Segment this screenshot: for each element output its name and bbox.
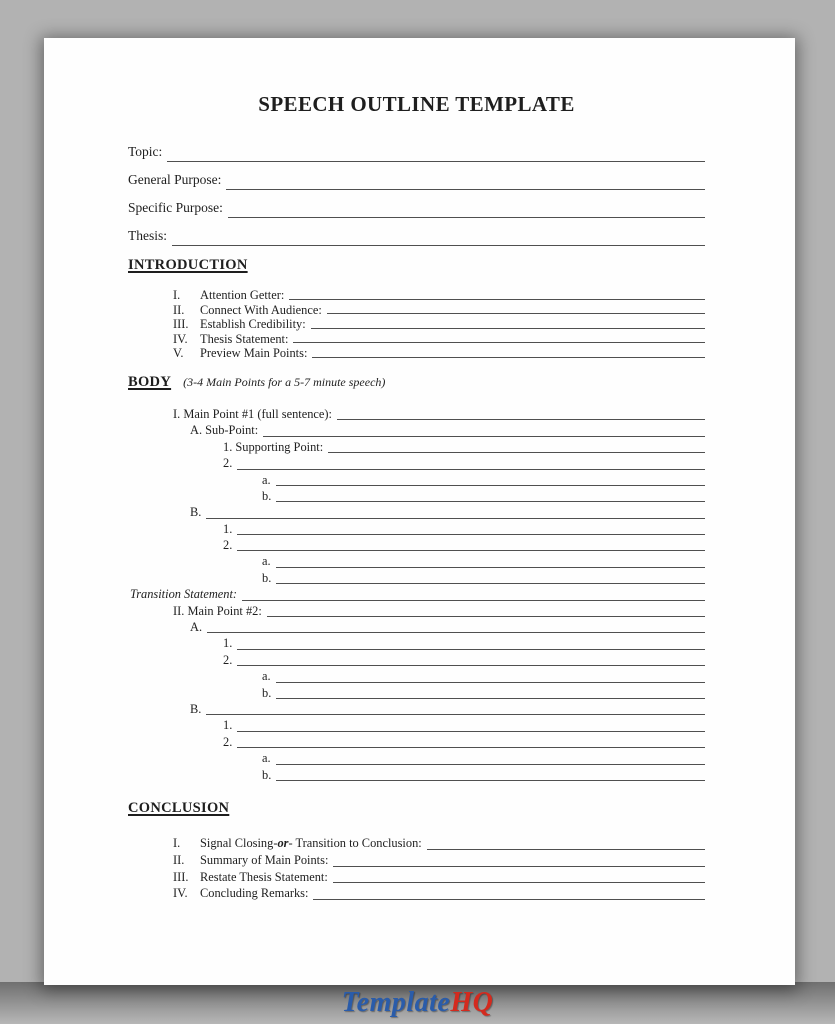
outline-row: [128, 751, 705, 767]
field-label: Thesis:: [128, 228, 167, 243]
outline-label: A.: [190, 620, 203, 635]
outline-label: 2.: [223, 652, 233, 667]
outline-label: b.: [262, 488, 272, 503]
fill-in-line: [337, 407, 705, 420]
fill-in-line: [333, 870, 705, 884]
list-item: [173, 332, 705, 347]
outline-row: [128, 636, 705, 652]
list-item: [173, 317, 705, 332]
list-marker: III.: [173, 317, 189, 332]
outline-label: b.: [262, 685, 272, 700]
outline-row: [128, 604, 705, 620]
list-item-label: Summary of Main Points:: [200, 852, 329, 867]
outline-label: a.: [262, 554, 271, 569]
list-marker: II.: [173, 852, 185, 867]
outline-label: I. Main Point #1 (full sentence):: [173, 406, 332, 421]
outline-row: [128, 407, 705, 423]
fill-in-line: [312, 346, 705, 358]
outline-row: [128, 686, 705, 702]
fill-in-line: [276, 489, 705, 502]
outline-label: 2.: [223, 538, 233, 553]
list-marker: I.: [173, 835, 181, 850]
fill-in-line: [237, 456, 705, 469]
outline-row-transition: [128, 587, 705, 603]
fill-in-line: [327, 303, 705, 315]
outline-label: a.: [262, 472, 271, 487]
outline-row: [128, 768, 705, 784]
outline-row: [128, 571, 705, 587]
outline-row: [128, 505, 705, 521]
fill-in-line: [206, 505, 705, 518]
list-marker: V.: [173, 346, 184, 361]
introduction-heading: INTRODUCTION: [128, 257, 248, 273]
outline-row: [128, 718, 705, 734]
outline-row: [128, 456, 705, 472]
fill-in-line: [242, 587, 705, 600]
list-marker: IV.: [173, 886, 188, 901]
list-item-label: Establish Credibility:: [200, 317, 306, 332]
logo-text-hq: HQ: [450, 987, 494, 1018]
fill-in-line: [293, 332, 705, 344]
fill-in-line: [226, 168, 705, 190]
outline-label: B.: [190, 702, 202, 716]
fill-in-line: [237, 636, 705, 649]
outline-label: a.: [262, 751, 271, 766]
outline-row: [128, 669, 705, 685]
list-item: [173, 870, 705, 887]
list-item: [173, 303, 705, 318]
document-page: [44, 38, 795, 985]
outline-row: [128, 489, 705, 505]
conclusion-list: [128, 836, 705, 903]
list-marker: I.: [173, 288, 181, 302]
list-marker: III.: [173, 869, 189, 884]
outline-label: Transition Statement:: [130, 587, 238, 602]
templatehq-logo: [0, 984, 835, 1022]
list-item-label: Restate Thesis Statement:: [200, 869, 328, 884]
fill-in-line: [237, 735, 705, 748]
list-item-label: Thesis Statement:: [200, 331, 289, 346]
header-fields: [128, 140, 705, 252]
body-heading-note: (3-4 Main Points for a 5-7 minute speech): [183, 374, 386, 389]
list-item-label: Attention Getter:: [200, 288, 285, 302]
fill-in-line: [328, 440, 705, 453]
logo-text-template: Template: [341, 987, 451, 1018]
body-outline: [128, 407, 705, 784]
list-marker: IV.: [173, 331, 188, 346]
fill-in-line: [289, 288, 705, 300]
list-marker: II.: [173, 302, 185, 317]
outline-label: b.: [262, 767, 272, 782]
outline-row: [128, 653, 705, 669]
introduction-section: [128, 256, 705, 274]
outline-label: 2.: [223, 456, 233, 471]
fill-in-line: [237, 538, 705, 551]
fill-in-line: [276, 571, 705, 584]
fill-in-line: [207, 620, 705, 633]
outline-label: 1. Supporting Point:: [223, 439, 324, 454]
fill-in-line: [206, 702, 705, 715]
fill-in-line: [267, 604, 705, 617]
fill-in-line: [276, 751, 705, 764]
outline-label: 1.: [223, 718, 233, 733]
fill-in-line: [172, 224, 705, 246]
conclusion-heading: CONCLUSION: [128, 799, 230, 816]
page-title: SPEECH OUTLINE TEMPLATE: [258, 92, 575, 116]
field-label: Specific Purpose:: [128, 200, 223, 215]
fill-in-line: [427, 836, 705, 850]
outline-row: [128, 522, 705, 538]
outline-row: [128, 554, 705, 570]
list-item: [173, 346, 705, 361]
outline-label: 2.: [223, 734, 233, 749]
fill-in-line: [313, 886, 705, 900]
field-thesis: [128, 224, 705, 252]
fill-in-line: [237, 522, 705, 535]
outline-row: [128, 538, 705, 554]
list-item-label: Signal Closing-or- Transition to Conclusion:: [200, 835, 422, 850]
fill-in-line: [228, 196, 705, 218]
list-item: [173, 886, 705, 903]
body-heading: BODY: [128, 373, 172, 390]
outline-row: [128, 473, 705, 489]
list-item-label: Concluding Remarks:: [200, 886, 309, 901]
list-item-label: Preview Main Points:: [200, 346, 308, 361]
outline-label: II. Main Point #2:: [173, 603, 262, 618]
fill-in-line: [276, 686, 705, 699]
field-topic: [128, 140, 705, 168]
fill-in-line: [311, 317, 705, 329]
outline-row: [128, 702, 705, 718]
list-item: [173, 836, 705, 853]
list-item: [173, 288, 705, 303]
outline-label: a.: [262, 669, 271, 684]
fill-in-line: [263, 423, 705, 436]
fill-in-line: [167, 140, 705, 162]
outline-label: b.: [262, 570, 272, 585]
fill-in-line: [237, 718, 705, 731]
outline-label: B.: [190, 505, 202, 520]
field-label: Topic:: [128, 144, 163, 159]
outline-label: 1.: [223, 521, 233, 536]
outline-row: [128, 735, 705, 751]
introduction-list: [128, 288, 705, 361]
fill-in-line: [276, 669, 705, 682]
fill-in-line: [276, 768, 705, 781]
outline-row: [128, 620, 705, 636]
field-label: General Purpose:: [128, 172, 222, 187]
outline-row: [128, 440, 705, 456]
fill-in-line: [276, 473, 705, 486]
outline-label: 1.: [223, 636, 233, 651]
outline-label: A. Sub-Point:: [190, 423, 259, 438]
field-specific-purpose: [128, 196, 705, 224]
fill-in-line: [237, 653, 705, 666]
list-item-label: Connect With Audience:: [200, 302, 322, 317]
fill-in-line: [276, 554, 705, 567]
outline-row: [128, 423, 705, 439]
fill-in-line: [333, 853, 705, 867]
list-item: [173, 853, 705, 870]
conclusion-section: [128, 799, 705, 817]
field-general-purpose: [128, 168, 705, 196]
body-section: [128, 373, 705, 391]
